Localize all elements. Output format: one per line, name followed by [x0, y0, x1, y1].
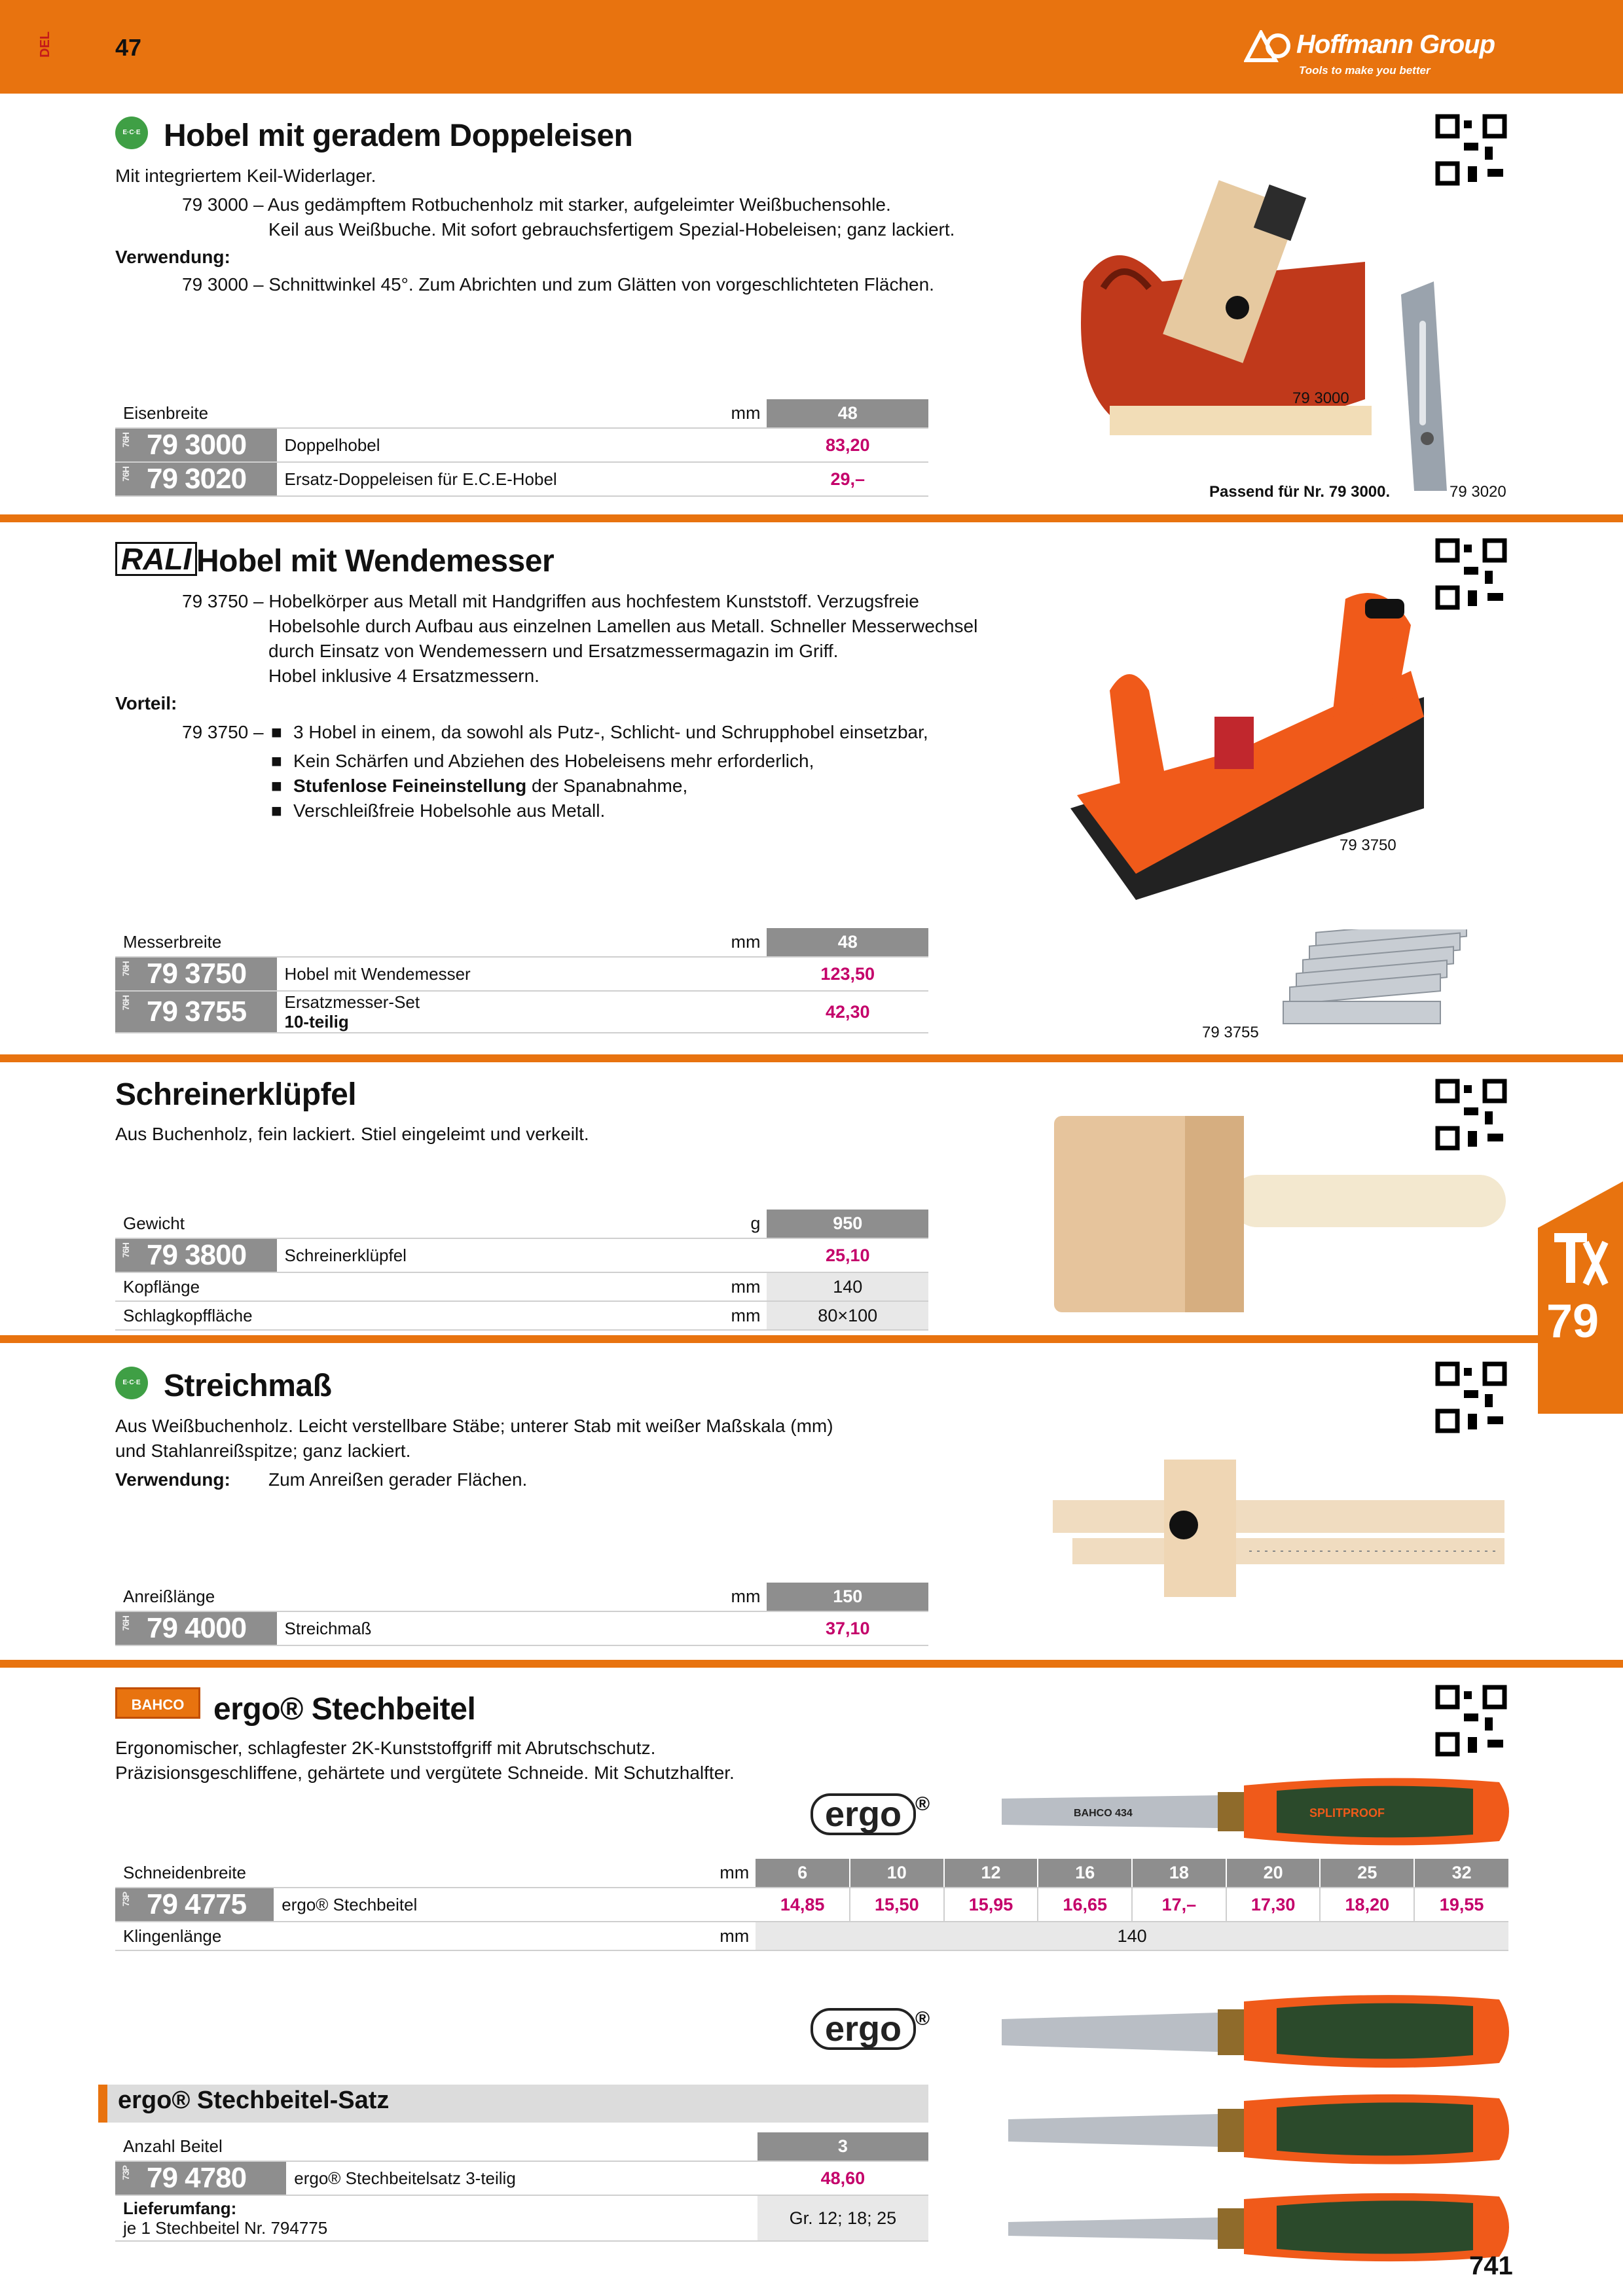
width-value: 10: [850, 1859, 944, 1888]
article-number-text: 79 3000: [147, 429, 247, 461]
price: 15,95: [944, 1888, 1038, 1922]
registered-mark: ®: [915, 2008, 930, 2030]
qr-code-icon: [1435, 538, 1507, 610]
width-value: 32: [1414, 1859, 1508, 1888]
unit-label: mm: [721, 928, 767, 957]
column-label: Eisenbreite: [115, 399, 721, 428]
stechbeitel-satz-image: [1002, 1990, 1512, 2278]
ece-badge-icon: E·C·E: [115, 117, 148, 149]
article-tag: 76H: [120, 996, 131, 1011]
spec-table: [115, 1583, 928, 1646]
spec-label: Schlagkopffläche: [115, 1301, 721, 1330]
column-value: 950: [767, 1210, 928, 1238]
price: 16,65: [1038, 1888, 1132, 1922]
language-code: DEL: [38, 31, 52, 58]
table-header-row: [115, 1210, 928, 1238]
doppeleisen-image: [1395, 281, 1453, 497]
width-value: 20: [1226, 1859, 1321, 1888]
page-number: 741: [1469, 2251, 1513, 2280]
section-divider: [0, 1335, 1623, 1343]
advantage-item: Verschleißfreie Hobelsohle aus Metall.: [293, 800, 606, 821]
bullet-icon: ■: [271, 800, 282, 821]
qr-code-icon: [1435, 1361, 1507, 1433]
article-number: [115, 1611, 277, 1645]
bullet-icon: ■: [271, 722, 282, 742]
description-line: Präzisionsgeschliffene, gehärtete und vergütete Schneide. Mit Schutzhalfter.: [115, 1763, 735, 1783]
table-row[interactable]: [115, 1611, 928, 1645]
unit-label: mm: [711, 1922, 756, 1950]
price: 14,85: [756, 1888, 850, 1922]
spec-table: [115, 1210, 928, 1331]
price: 48,60: [757, 2161, 928, 2195]
advantage-item: [293, 774, 687, 798]
width-value: 6: [756, 1859, 850, 1888]
article-number: [115, 1238, 277, 1272]
table-row[interactable]: [115, 991, 928, 1033]
brand-tagline: Tools to make you better: [1299, 64, 1431, 77]
brand-name: Hoffmann Group: [1296, 30, 1495, 59]
column-label: Anzahl Beitel: [115, 2132, 757, 2161]
price: 15,50: [850, 1888, 944, 1922]
column-label: Anreißlänge: [115, 1583, 721, 1611]
spec-table: [115, 2132, 928, 2242]
column-label: Gewicht: [115, 1210, 721, 1238]
article-name: ergo® Stechbeitelsatz 3-teilig: [286, 2161, 757, 2195]
scope-cell: [115, 2195, 757, 2241]
article-name: [277, 991, 767, 1033]
article-tag: 76H: [120, 1616, 131, 1631]
column-label: Messerbreite: [115, 928, 721, 957]
price: 42,30: [767, 991, 928, 1033]
description-line: Hobel inklusive 4 Ersatzmessern.: [268, 666, 539, 686]
price: 37,10: [767, 1611, 928, 1645]
unit-label: mm: [721, 399, 767, 428]
article-tag: 76H: [120, 433, 131, 448]
image-caption: 79 3750: [1340, 836, 1396, 854]
article-number-text: 79 4000: [147, 1612, 247, 1644]
description-line: durch Einsatz von Wendemessern und Ersatzmessermagazin im Griff.: [268, 641, 839, 661]
article-tag: 76H: [120, 467, 131, 482]
doppelhobel-image: [1057, 164, 1398, 452]
width-value: 16: [1038, 1859, 1132, 1888]
table-row[interactable]: [115, 957, 928, 991]
section-title-hobel-doppeleisen: Hobel mit geradem Doppeleisen: [164, 118, 633, 153]
spec-value: 80×100: [767, 1301, 928, 1330]
advantage-item: 3 Hobel in einem, da sowohl als Putz-, Schlicht- und Schrupphobel einsetzbar,: [293, 722, 928, 742]
qr-code-icon: [1435, 114, 1507, 186]
image-caption: 79 3000: [1292, 389, 1349, 407]
table-header-row: [115, 2132, 928, 2161]
chapter-number: 79: [1546, 1295, 1599, 1348]
price: 123,50: [767, 957, 928, 991]
table-row[interactable]: [115, 2161, 928, 2195]
price: 25,10: [767, 1238, 928, 1272]
section-divider: [0, 1660, 1623, 1668]
column-label: Schneidenbreite: [115, 1859, 711, 1888]
article-number: [115, 2161, 286, 2195]
spec-table: [115, 399, 928, 497]
advantage-item: Kein Schärfen und Abziehen des Hobeleisens mehr erforderlich,: [293, 751, 814, 771]
article-tag: 73P: [120, 2166, 131, 2180]
article-name: Hobel mit Wendemesser: [277, 957, 767, 991]
article-number-text: 79 3020: [147, 463, 247, 495]
streichmass-image: [1053, 1453, 1511, 1604]
table-row: [115, 2195, 928, 2241]
qr-code-icon: [1435, 1685, 1507, 1757]
chisel-brand: SPLITPROOF: [1309, 1806, 1385, 1820]
column-value: 150: [767, 1583, 928, 1611]
description-line: 79 3750 – Hobelkörper aus Metall mit Handgriffen aus hochfestem Kunststoff. Verzugsfreie: [182, 591, 919, 611]
rali-logo: RALI: [115, 542, 197, 576]
table-row: [115, 1922, 1508, 1950]
section-divider: [0, 514, 1623, 522]
description-line: und Stahlanreißspitze; ganz lackiert.: [115, 1441, 411, 1461]
scope-text: je 1 Stechbeitel Nr. 794775: [123, 2218, 328, 2238]
advantage-label: Vorteil:: [115, 693, 177, 713]
article-number-text: 79 3755: [147, 996, 247, 1028]
width-value: 18: [1132, 1859, 1226, 1888]
price: 17,30: [1226, 1888, 1321, 1922]
description-line: Aus Weißbuchenholz. Leicht verstellbare Stäbe; unterer Stab mit weißer Maßskala (mm): [115, 1416, 833, 1436]
unit-label: mm: [721, 1301, 767, 1330]
description-line: Ergonomischer, schlagfester 2K-Kunststoffgriff mit Abrutschschutz.: [115, 1738, 656, 1758]
price: 18,20: [1320, 1888, 1414, 1922]
article-number: [115, 428, 277, 462]
scope-label: Lieferumfang:: [123, 2198, 237, 2218]
price: 29,–: [767, 462, 928, 496]
bullet-icon: ■: [271, 751, 282, 771]
image-caption: 79 3020: [1450, 483, 1506, 501]
article-tag: 73P: [120, 1892, 131, 1907]
table-header-row: [115, 399, 928, 428]
article-number-text: 79 4780: [147, 2162, 247, 2194]
section-title-streichmass: Streichmaß: [164, 1369, 332, 1403]
usage-label: Verwendung:: [115, 1469, 230, 1490]
table-header-row: [115, 1859, 1508, 1888]
tools-chapter-icon: [1550, 1229, 1609, 1300]
article-number: [115, 991, 277, 1033]
article-tag: 76H: [120, 961, 131, 977]
header-page-number: 47: [115, 34, 142, 61]
section-title-ergo-stechbeitel: ergo® Stechbeitel: [213, 1692, 476, 1727]
width-value: 25: [1320, 1859, 1414, 1888]
hoffmann-logo-icon: [1244, 30, 1292, 63]
hobel-wendemesser-image: [1057, 586, 1424, 913]
spec-table-ergo: [115, 1859, 1508, 1951]
article-number: [115, 462, 277, 496]
usage-text: 79 3000 – Schnittwinkel 45°. Zum Abrichten und zum Glätten von vorgeschlichteten Flächen.: [182, 274, 934, 295]
spec-table: [115, 928, 928, 1033]
table-row[interactable]: [115, 1888, 1508, 1922]
article-name: Doppelhobel: [277, 428, 767, 462]
table-row[interactable]: [115, 1238, 928, 1272]
table-row[interactable]: [115, 462, 928, 496]
table-row[interactable]: [115, 428, 928, 462]
table-row: [115, 1301, 928, 1330]
section-title-hobel-wendemesser: Hobel mit Wendemesser: [196, 544, 555, 579]
article-number-text: 79 3800: [147, 1239, 247, 1271]
ersatzmesser-image: [1277, 929, 1473, 1041]
image-caption: Passend für Nr. 79 3000.: [1209, 483, 1391, 501]
article-name: ergo® Stechbeitel: [274, 1888, 756, 1922]
article-name: Schreinerklüpfel: [277, 1238, 767, 1272]
article-number: [115, 1888, 274, 1922]
intro-text: Mit integriertem Keil-Widerlager.: [115, 166, 376, 186]
intro-text: Aus Buchenholz, fein lackiert. Stiel eingeleimt und verkeilt.: [115, 1124, 589, 1144]
bahco-logo: BAHCO: [115, 1687, 200, 1719]
section-divider: [0, 1054, 1623, 1062]
ergo-logo: ergo: [811, 1793, 916, 1835]
table-row: [115, 1272, 928, 1301]
article-number-text: 79 4775: [147, 1888, 247, 1920]
advantage-prefix: 79 3750 –: [182, 722, 264, 742]
description-line: Hobelsohle durch Aufbau aus einzelnen Lamellen aus Metall. Schneller Messerwechsel: [268, 616, 978, 636]
table-header-row: [115, 928, 928, 957]
advantage-item-rest: der Spanabnahme,: [526, 776, 688, 796]
usage-label: Verwendung:: [115, 247, 230, 267]
price: 19,55: [1414, 1888, 1508, 1922]
ergo-logo: ergo: [811, 2008, 916, 2050]
spec-label: Klingenlänge: [115, 1922, 711, 1950]
unit-label: mm: [721, 1272, 767, 1301]
unit-label: mm: [711, 1859, 756, 1888]
column-value: 48: [767, 928, 928, 957]
article-number: [115, 957, 277, 991]
bullet-icon: ■: [271, 776, 282, 796]
column-value: 3: [757, 2132, 928, 2161]
description-line: 79 3000 – Aus gedämpftem Rotbuchenholz mit starker, aufgeleimter Weißbuchensohle.: [182, 194, 891, 215]
stechbeitel-image: [1002, 1772, 1512, 1851]
ece-badge-icon: E·C·E: [115, 1367, 148, 1399]
spec-value: 140: [767, 1272, 928, 1301]
usage-text: Zum Anreißen gerader Flächen.: [268, 1469, 528, 1490]
registered-mark: ®: [915, 1793, 930, 1815]
description-line: Keil aus Weißbuche. Mit sofort gebrauchsfertigem Spezial-Hobeleisen; ganz lackiert.: [268, 219, 955, 240]
kluepfel-image: [1048, 1109, 1519, 1325]
chisel-label: BAHCO 434: [1074, 1808, 1133, 1819]
width-value: 12: [944, 1859, 1038, 1888]
advantage-item-bold: Stufenlose Feineinstellung: [293, 776, 527, 796]
section-title-stechbeitel-satz: ergo® Stechbeitel-Satz: [118, 2087, 390, 2114]
article-name: Streichmaß: [277, 1611, 767, 1645]
spec-value: 140: [756, 1922, 1508, 1950]
image-caption: 79 3755: [1202, 1024, 1259, 1041]
article-number-text: 79 3750: [147, 958, 247, 990]
price: 83,20: [767, 428, 928, 462]
unit-label: mm: [721, 1583, 767, 1611]
price: 17,–: [1132, 1888, 1226, 1922]
unit-label: g: [721, 1210, 767, 1238]
article-name-line2: 10-teilig: [284, 1012, 349, 1031]
spec-label: Kopflänge: [115, 1272, 721, 1301]
table-header-row: [115, 1583, 928, 1611]
section-title-schreinerkluepfel: Schreinerklüpfel: [115, 1077, 357, 1112]
article-tag: 76H: [120, 1243, 131, 1258]
article-name-line1: Ersatzmesser-Set: [284, 992, 420, 1012]
scope-value: Gr. 12; 18; 25: [757, 2195, 928, 2241]
article-name: Ersatz-Doppeleisen für E.C.E-Hobel: [277, 462, 767, 496]
column-value: 48: [767, 399, 928, 428]
